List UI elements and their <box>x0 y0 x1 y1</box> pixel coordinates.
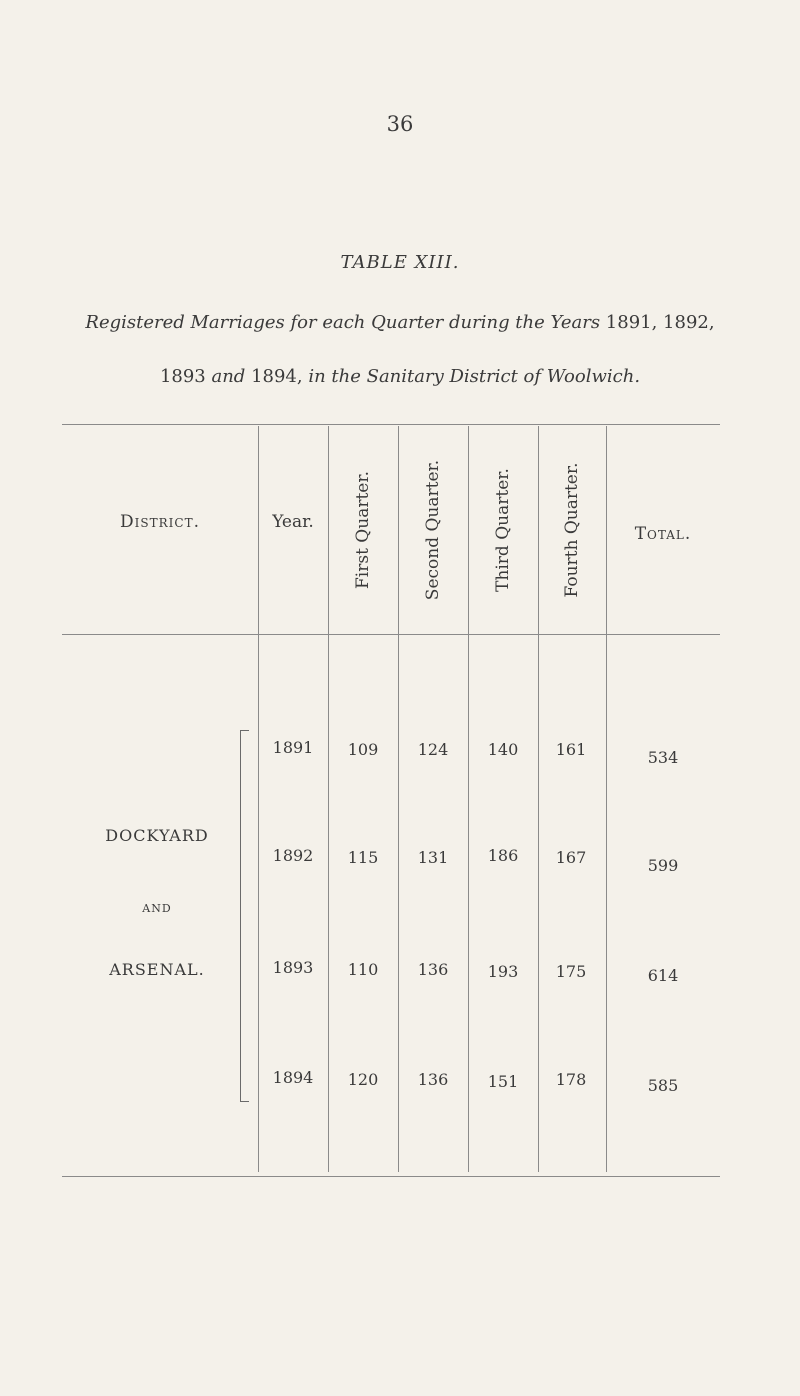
table-bottom-rule <box>62 1176 720 1177</box>
row-1892-q4: 167 <box>555 848 587 867</box>
row-1893-q1: 110 <box>347 960 379 979</box>
district-brace <box>240 730 249 1102</box>
column-divider <box>328 426 329 1172</box>
page-number: 36 <box>386 112 414 136</box>
caption-year-1894: 1894, <box>251 366 303 387</box>
header-fourth-quarter: Fourth Quarter. <box>562 462 582 598</box>
column-divider <box>258 426 259 1172</box>
header-total: Total. <box>634 524 692 544</box>
header-first-quarter: First Quarter. <box>353 470 373 590</box>
row-1894-q2: 136 <box>417 1070 449 1089</box>
header-bottom-rule <box>62 634 720 635</box>
district-dockyard: DOCKYARD <box>105 826 209 845</box>
header-third-quarter: Third Quarter. <box>493 468 513 592</box>
row-1892-total: 599 <box>647 856 679 875</box>
row-1893-year: 1893 <box>272 958 314 977</box>
column-divider <box>398 426 399 1172</box>
table-caption-line-1 <box>60 312 740 333</box>
table-title: TABLE XIII. <box>340 252 460 273</box>
caption-text-a: Registered Marriages for each Quarter during the Years <box>85 312 601 333</box>
row-1892-q3: 186 <box>487 846 519 865</box>
header-year: Year. <box>272 512 314 532</box>
caption-year-1893: 1893 <box>159 366 206 387</box>
column-divider <box>468 426 469 1172</box>
row-1893-total: 614 <box>647 966 679 985</box>
row-1893-q4: 175 <box>555 962 587 981</box>
district-and: AND <box>142 902 172 915</box>
row-1893-q3: 193 <box>487 962 519 981</box>
row-1891-q2: 124 <box>417 740 449 759</box>
table-top-rule <box>62 424 720 425</box>
row-1893-q2: 136 <box>417 960 449 979</box>
caption-and: and <box>211 366 246 387</box>
row-1894-q1: 120 <box>347 1070 379 1089</box>
caption-text-b: in the Sanitary District of Woolwich. <box>308 366 641 387</box>
row-1891-q4: 161 <box>555 740 587 759</box>
row-1891-total: 534 <box>647 748 679 767</box>
header-district: District. <box>120 512 200 532</box>
table-caption-line-2 <box>60 366 740 387</box>
row-1892-year: 1892 <box>272 846 314 865</box>
caption-years-a: 1891, 1892, <box>605 312 715 333</box>
row-1892-q1: 115 <box>347 848 379 867</box>
row-1894-q4: 178 <box>555 1070 587 1089</box>
row-1894-q3: 151 <box>487 1072 519 1091</box>
row-1892-q2: 131 <box>417 848 449 867</box>
column-divider <box>538 426 539 1172</box>
row-1894-year: 1894 <box>272 1068 314 1087</box>
header-second-quarter: Second Quarter. <box>423 459 443 601</box>
district-arsenal: ARSENAL. <box>109 960 205 979</box>
row-1891-q3: 140 <box>487 740 519 759</box>
row-1891-q1: 109 <box>347 740 379 759</box>
row-1894-total: 585 <box>647 1076 679 1095</box>
row-1891-year: 1891 <box>272 738 314 757</box>
